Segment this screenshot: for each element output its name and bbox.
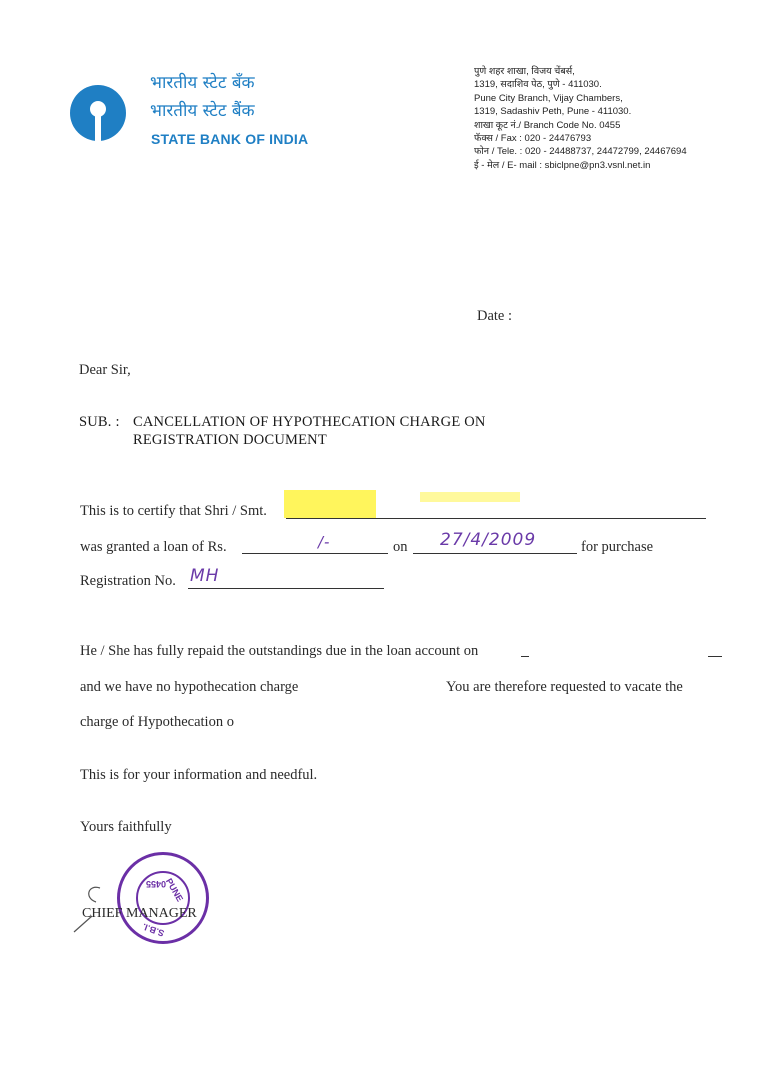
date-label: Date : [477,308,513,324]
charge-text: charge of Hypothecation o [80,714,234,730]
salutation: Dear Sir, [79,362,131,378]
address-line: ई - मेल / E- mail : sbiclpne@pn3.vsnl.net.in [474,159,651,171]
address-line: शाखा कूट नं./ Branch Code No. 0455 [474,119,621,131]
bank-name-english: STATE BANK OF INDIA [151,131,309,147]
repaid-date-line [521,656,529,657]
registration-label: Registration No. [80,573,176,589]
name-field-line [286,518,706,519]
subject-line-2: REGISTRATION DOCUMENT [133,432,327,448]
info-text: This is for your information and needful. [80,767,318,783]
on-text: on [393,539,408,555]
address-line: 1319, सदाशिव पेठ, पुणे - 411030. [474,79,602,91]
repaid-date-line-end [708,656,722,657]
bank-name-hindi-2: भारतीय स्टेट बैंक [150,101,255,121]
loan-date-handwritten: 27/4/2009 [440,530,537,550]
certify-text: This is to certify that Shri / Smt. [80,503,267,519]
address-line: Pune City Branch, Vijay Chambers, [474,92,623,104]
stamp-bottom-text: S.B.I. [140,921,166,939]
sbi-logo-icon [70,85,126,141]
closing-text: Yours faithfully [80,819,172,835]
address-line: 1319, Sadashiv Peth, Pune - 411030. [474,106,632,118]
stamp-city: PUNE [163,876,186,904]
registration-handwritten: MH [190,566,220,586]
repaid-text: He / She has fully repaid the outstandings due in the loan account on [80,643,479,659]
bank-name-hindi-1: भारतीय स्टेट बँक [150,73,255,93]
subject-line-1: CANCELLATION OF HYPOTHECATION CHARGE ON [133,414,486,430]
address-line: फोन / Tele. : 020 - 24488737, 24472799, 24467694 [474,146,687,158]
address-line: फॅक्स / Fax : 020 - 24476793 [474,132,592,144]
vacate-text: You are therefore requested to vacate the [446,679,683,695]
no-charge-text: and we have no hypothecation charge [80,679,299,695]
purchase-text: for purchase [581,539,654,555]
stamp-code: 0455 [146,879,167,889]
address-line: पुणे शहर शाखा, विजय चेंबर्स, [474,66,575,77]
redaction-highlight [284,490,376,518]
loan-text: was granted a loan of Rs. [80,539,227,555]
redaction-highlight [420,492,520,502]
loan-amount-line [242,553,388,554]
subject-label: SUB. : [79,414,120,430]
signatory-title: CHIEF MANAGER [82,906,197,921]
branch-address [474,65,687,172]
loan-amount-handwritten: /- [318,533,331,551]
bank-seal-stamp [117,852,209,944]
registration-line [188,588,384,589]
loan-date-line [413,553,577,554]
